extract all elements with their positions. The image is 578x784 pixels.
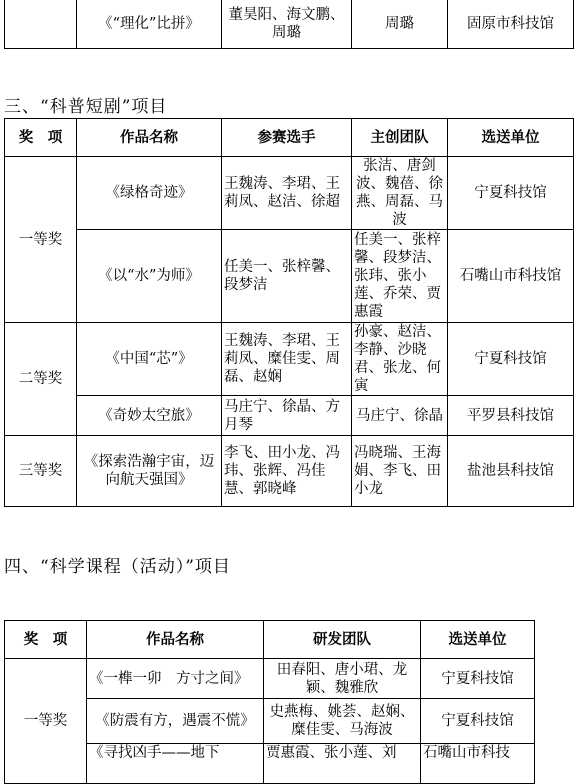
participants-cell: 王魏涛、李珺、王莉凤、赵洁、徐超: [222, 157, 352, 230]
team-cell: 张洁、唐剑波、魏蓓、徐燕、周磊、马波: [352, 157, 448, 230]
work-title: 《寻找凶手——地下: [87, 744, 264, 784]
header-team: 研发团队: [264, 621, 421, 659]
section-4-heading: 四、“科学课程（活动）”项目: [4, 557, 231, 577]
participants-cell: 王魏涛、李珺、王莉凤、糜佳雯、周磊、赵娴: [222, 323, 352, 396]
section-3-heading: 三、“科普短剧”项目: [4, 97, 168, 117]
award-cell: 三等奖: [5, 436, 77, 507]
unit-cell: 平罗县科技馆: [448, 396, 574, 436]
award-cell: 一等奖: [5, 157, 77, 323]
header-work: 作品名称: [77, 119, 222, 157]
work-title: 《中国“芯”》: [77, 323, 222, 396]
unit-cell: 宁夏科技馆: [448, 323, 574, 396]
team-cell: 马庄宁、徐晶: [352, 396, 448, 436]
table-row: [5, 0, 574, 49]
team-cell: 孙豪、赵洁、李静、沙晓君、张龙、何寅: [352, 323, 448, 396]
header-award: 奖 项: [5, 119, 77, 157]
work-title: 《探索浩瀚宇宙，迈向航天强国》: [77, 436, 222, 507]
header-participants: 参赛选手: [222, 119, 352, 157]
work-title: 《一榫一卯 方寸之间》: [87, 659, 264, 699]
work-title: 《“理化”比拼》: [77, 0, 222, 49]
table-row: [5, 230, 574, 323]
unit-cell: 宁夏科技馆: [448, 157, 574, 230]
top-table: [4, 0, 574, 49]
team-cell: 田春阳、唐小珺、龙颖、魏雅欣: [264, 659, 421, 699]
unit-cell: 石嘴山市科技: [421, 744, 535, 784]
header-unit: 选送单位: [421, 621, 535, 659]
unit-cell: 固原市科技馆: [448, 0, 574, 49]
work-title: 《绿格奇迹》: [77, 157, 222, 230]
header-team: 主创团队: [352, 119, 448, 157]
table-header-row: [5, 621, 535, 659]
work-title: 《防震有方，遇震不慌》: [87, 699, 264, 744]
header-award: 奖 项: [5, 621, 87, 659]
work-title: 《以“水”为师》: [77, 230, 222, 323]
section-3-table: [4, 118, 574, 507]
table-row: [5, 396, 574, 436]
participants-cell: 李飞、田小龙、冯玮、张辉、冯佳慧、郭晓峰: [222, 436, 352, 507]
header-work: 作品名称: [87, 621, 264, 659]
team-cell: 周璐: [352, 0, 448, 49]
work-title: 《奇妙太空旅》: [77, 396, 222, 436]
award-cell: 二等奖: [5, 323, 77, 436]
award-cell: [5, 0, 77, 49]
unit-cell: 盐池县科技馆: [448, 436, 574, 507]
award-cell: 一等奖: [5, 659, 87, 784]
team-cell: 冯晓瑞、王海娟、李飞、田小龙: [352, 436, 448, 507]
table-row: [5, 323, 574, 396]
team-cell: 任美一、张梓馨、段梦洁、张玮、张小莲、乔荣、贾惠霞: [352, 230, 448, 323]
table-header-row: [5, 119, 574, 157]
header-unit: 选送单位: [448, 119, 574, 157]
participants-cell: 马庄宁、徐晶、方月琴: [222, 396, 352, 436]
table-row: [5, 659, 535, 699]
unit-cell: 宁夏科技馆: [421, 699, 535, 744]
table-row: [5, 157, 574, 230]
section-4-table: [4, 620, 535, 784]
participants-cell: 任美一、张梓馨、段梦洁: [222, 230, 352, 323]
table-row: [5, 436, 574, 507]
team-cell: 贾惠霞、张小莲、刘: [264, 744, 421, 784]
unit-cell: 石嘴山市科技馆: [448, 230, 574, 323]
participants-cell: 董昊阳、海文鹏、周璐: [222, 0, 352, 49]
unit-cell: 宁夏科技馆: [421, 659, 535, 699]
team-cell: 史燕梅、姚荟、赵娴、糜佳雯、马海波: [264, 699, 421, 744]
